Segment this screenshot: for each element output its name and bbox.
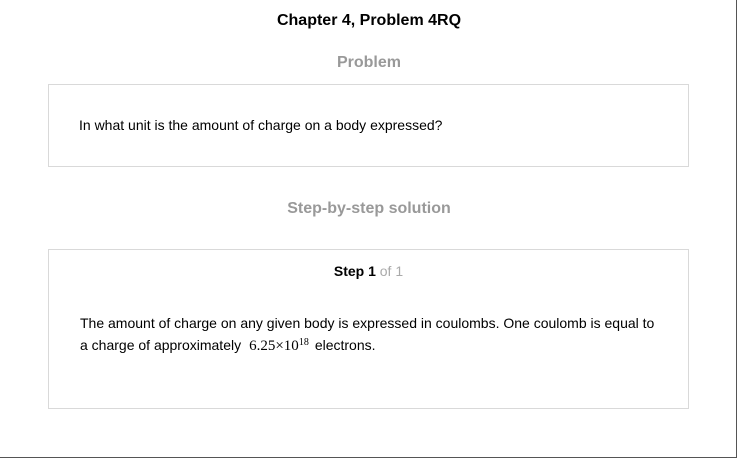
problem-text: In what unit is the amount of charge on a body expressed? [79, 117, 443, 133]
solution-box [48, 249, 689, 409]
problem-heading: Problem [336, 54, 401, 71]
step-header [49, 263, 688, 279]
formula-exponent: 18 [298, 337, 309, 348]
step-text [80, 312, 665, 357]
step-count: of 1 [379, 263, 404, 279]
chapter-title: Chapter 4, Problem 4RQ [276, 12, 462, 29]
formula [249, 338, 309, 354]
step-text-after: electrons. [314, 337, 376, 353]
step-text-before: The amount of charge on any given body is expressed in coulombs. One coulomb is equal to a charge of approximately [80, 315, 655, 353]
formula-base: 6.25×10 [249, 338, 299, 354]
problem-box [48, 84, 689, 167]
solution-heading: Step-by-step solution [287, 200, 451, 217]
step-label: Step 1 [333, 263, 376, 279]
